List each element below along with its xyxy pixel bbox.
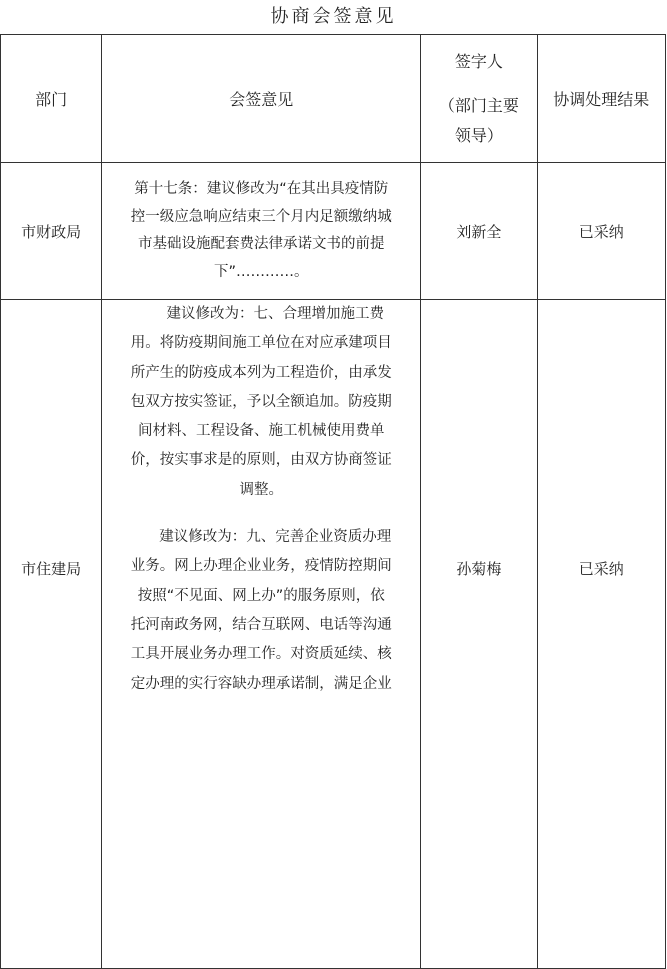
table-header-row — [1, 35, 666, 163]
header-signer — [421, 35, 537, 163]
opinion-line: 建议修改为：九、完善企业资质办理 — [159, 529, 392, 546]
countersign-table — [0, 34, 666, 969]
opinion-line: 调整。 — [239, 481, 284, 498]
table-row-finance — [1, 163, 666, 300]
opinion-cell — [102, 163, 421, 300]
department-cell: 市住建局 — [1, 300, 102, 969]
opinion-line: 价，按实事求是的原则，由双方协商签证 — [130, 452, 392, 469]
opinion-line: 工具开展业务办理工作。对资质延续、核 — [130, 646, 392, 663]
result-cell: 已采纳 — [537, 163, 665, 300]
opinion-line: 所产生的防疫成本列为工程造价，由承发 — [130, 364, 392, 381]
signer-cell: 孙菊梅 — [421, 300, 537, 969]
document-title: 协商会签意见 — [270, 6, 397, 27]
opinion-paragraph — [102, 523, 420, 699]
opinion-cell — [102, 300, 421, 969]
opinion-line: 托河南政务网，结合互联网、电话等沟通 — [130, 616, 392, 633]
signer-cell: 刘新全 — [421, 163, 537, 300]
header-signer-line3: 领导） — [454, 125, 503, 145]
opinion-line: 市基础设施配套费法律承诺文书的前提 — [138, 236, 385, 252]
opinion-line: 间材料、工程设备、施工机械使用费单 — [138, 423, 385, 440]
opinion-line: 建议修改为：七、合理增加施工费 — [166, 306, 385, 322]
opinion-line: 按照“不见面、网上办”的服务原则，依 — [137, 587, 385, 604]
header-signer-line1: 签字人 — [454, 51, 503, 71]
opinion-line: 第十七条：建议修改为“在其出具疫情防 — [134, 181, 389, 197]
opinion-paragraph — [102, 300, 420, 505]
opinion-line: 用。将防疫期间施工单位在对应承建项目 — [130, 335, 392, 352]
opinion-line: 定办理的实行容缺办理承诺制，满足企业 — [130, 675, 392, 692]
opinion-line: 业务。网上办理企业业务，疫情防控期间 — [130, 558, 392, 575]
header-opinion: 会签意见 — [102, 35, 421, 163]
header-result: 协调处理结果 — [537, 35, 665, 163]
opinion-line: 包双方按实签证，予以全额追加。防疫期 — [130, 393, 392, 410]
department-cell: 市财政局 — [1, 163, 102, 300]
result-cell: 已采纳 — [537, 300, 665, 969]
opinion-line: 控一级应急响应结束三个月内足额缴纳城 — [130, 208, 392, 225]
table-row-housing — [1, 300, 666, 969]
opinion-line: 下”…………。 — [214, 263, 309, 280]
header-signer-line2: （部门主要 — [438, 95, 519, 115]
header-department: 部门 — [1, 35, 102, 163]
